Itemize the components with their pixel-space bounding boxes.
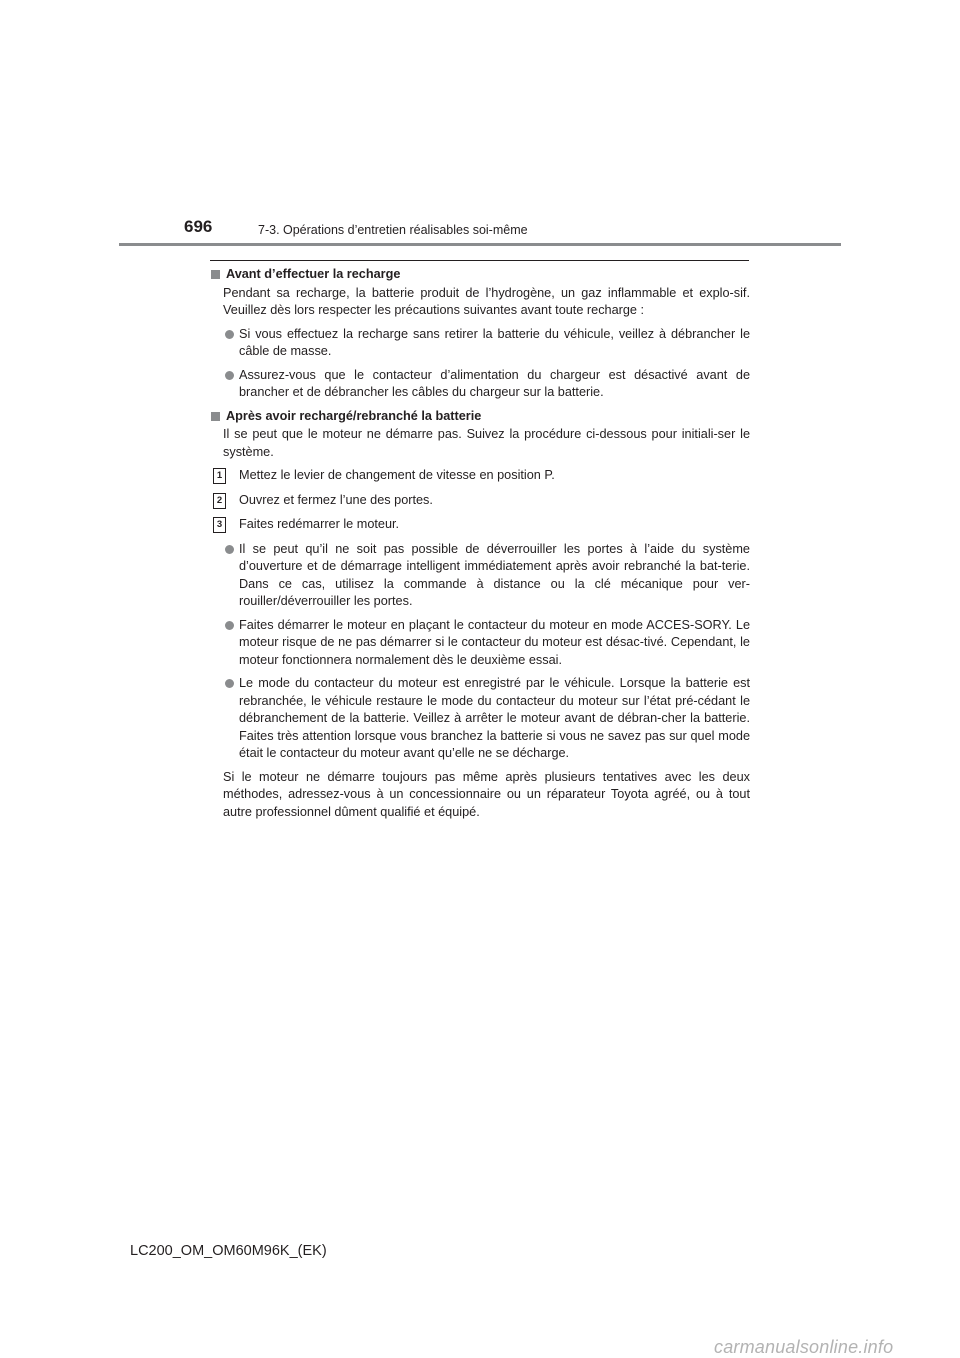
step-text: Ouvrez et fermez l’une des portes. — [239, 492, 433, 507]
step-item — [210, 516, 750, 534]
circle-bullet-icon — [225, 621, 234, 630]
section-rule — [210, 260, 749, 261]
step-text: Faites redémarrer le moteur. — [239, 517, 400, 531]
step-item — [210, 492, 750, 510]
section-heading-text: Avant d’effectuer la recharge — [226, 267, 401, 281]
section-intro: Pendant sa recharge, la batterie produit de l’hydrogène, un gaz inflammable et explo-sif. Veuillez dès lors respecter les précautions suivantes avant toute recharge : — [223, 285, 750, 317]
list-item-text: Faites démarrer le moteur en plaçant le contacteur du moteur en mode ACCES-SORY. Le moteur risque de ne pas démarrer si le contacteur du moteur est désac-tivé. Cependant, le moteur fonctionnera normalement dès le deuxième essai. — [239, 617, 750, 667]
chapter-title: 7-3. Opérations d’entretien réalisables soi-même — [258, 223, 528, 237]
circle-bullet-icon — [225, 330, 234, 339]
circle-bullet-icon — [225, 679, 234, 688]
list-item-text: Le mode du contacteur du moteur est enregistré par le véhicule. Lorsque la batterie est rebranchée, le véhicule restaure le mode du contacteur du moteur sur l’état pré-cédant le débranchement de la batterie. Veillez à arrêter le moteur avant de débran-cher la batterie. Faites très attention lorsque vous branchez la batterie si vous ne savez pas sur quel mode était le contacteur du moteur avant qu’elle ne se décharge. — [239, 676, 750, 760]
list-item — [210, 367, 750, 402]
step-text: Mettez le levier de changement de vitesse en position P. — [239, 468, 555, 482]
step-number: 3 — [213, 517, 226, 533]
square-bullet-icon — [211, 412, 220, 421]
circle-bullet-icon — [225, 545, 234, 554]
step-number: 1 — [213, 468, 226, 484]
section-heading-text: Après avoir rechargé/rebranché la batterie — [226, 408, 482, 423]
list-item — [210, 326, 750, 361]
page-number: 696 — [184, 217, 213, 236]
list-item — [210, 617, 750, 670]
list-item — [210, 675, 750, 763]
step-item — [210, 467, 750, 485]
step-number: 2 — [213, 493, 226, 509]
list-item-text: Si vous effectuez la recharge sans retirer la batterie du véhicule, veillez à débrancher le câble de masse. — [239, 326, 750, 358]
section-heading — [210, 266, 750, 284]
square-bullet-icon — [211, 270, 220, 279]
watermark-text: carmanualsonline.info — [714, 1337, 894, 1357]
document-code: LC200_OM_OM60M96K_(EK) — [130, 1243, 327, 1259]
section-intro: Il se peut que le moteur ne démarre pas. Suivez la procédure ci-dessous pour initiali-ser le système. — [223, 427, 750, 459]
section-heading — [210, 408, 750, 426]
closing-paragraph: Si le moteur ne démarre toujours pas même après plusieurs tentatives avec les deux méthodes, adressez-vous à un concessionnaire ou un réparateur Toyota agréé, ou à tout autre professionnel dûment qualifié et équipé. — [223, 769, 750, 819]
watermark-link[interactable] — [714, 1336, 960, 1358]
header-rule — [119, 243, 841, 246]
page-content — [210, 266, 750, 827]
list-item-text: Il se peut qu’il ne soit pas possible de déverrouiller les portes à l’aide du système d’ouverture et de démarrage intelligent immédiatement après avoir rebranché la bat-terie. Dans ce cas, utilisez la commande à distance ou la clé mécanique pour ver-rouiller/déverrouiller les portes. — [239, 541, 750, 608]
circle-bullet-icon — [225, 371, 234, 380]
list-item — [210, 541, 750, 611]
list-item-text: Assurez-vous que le contacteur d’alimentation du chargeur est désactivé avant de brancher et de débrancher les câbles du chargeur sur la batterie. — [239, 367, 750, 399]
